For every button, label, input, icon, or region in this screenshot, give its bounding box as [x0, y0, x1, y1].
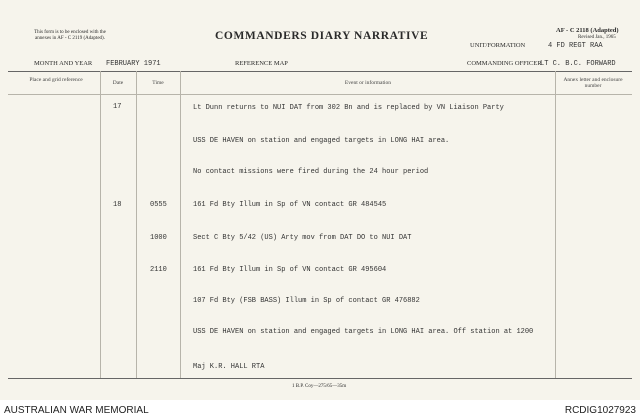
form-title: COMMANDERS DIARY NARRATIVE: [215, 30, 429, 42]
footer-record-id: RCDIG1027923: [564, 405, 636, 416]
archive-footer: [0, 400, 640, 419]
column-header-date: Date: [112, 80, 124, 86]
commanding-officer-label: COMMANDING OFFICER: [467, 60, 542, 67]
column-divider-date: [136, 71, 137, 378]
entry-text: Lt Dunn returns to NUI DAT from 302 Bn and is replaced by VN Liaison Party: [193, 104, 504, 112]
enclosure-notice: [34, 30, 106, 42]
unit-formation-label: UNIT/FORMATION: [470, 42, 526, 49]
month-year-value: FEBRUARY 1971: [106, 60, 161, 68]
entry-text: 161 Fd Bty Illum in Sp of VN contact GR 484545: [193, 201, 387, 209]
entry-time: 0555: [150, 201, 167, 209]
entry-text: Sect C Bty 5/42 (US) Arty mov from DAT DO to NUI DAT: [193, 234, 412, 242]
entry-text: No contact missions were fired during the 24 hour period: [193, 168, 429, 176]
unit-formation-value: 4 FD REGT RAA: [548, 42, 603, 50]
enclosure-notice-line-1: This form is to be enclosed with the: [34, 30, 106, 35]
column-divider-event: [555, 71, 556, 378]
entry-time: 1000: [150, 234, 167, 242]
printer-note: 1 B.P. Coy—275/65—35m: [292, 384, 347, 389]
entry-text: Maj K.R. HALL RTA: [193, 363, 265, 371]
form-number: AF - C 2118 (Adapted): [556, 27, 619, 34]
column-divider-time: [180, 71, 181, 378]
enclosure-notice-line-2: annexes in AF - C 2119 (Adapted).: [35, 36, 105, 41]
entry-date: 17: [113, 103, 122, 111]
revised-date: Revised Jan., 1965: [578, 35, 616, 40]
table-header-border: [8, 94, 632, 95]
entry-text: 161 Fd Bty Illum in Sp of VN contact GR 495604: [193, 266, 387, 274]
column-divider-place: [100, 71, 101, 378]
commanding-officer-value: LT C. B.C. FORWARD: [540, 60, 616, 68]
column-header-place: Place and grid reference: [29, 77, 83, 83]
entry-text: 107 Fd Bty (FSB BASS) Illum in Sp of contact GR 476882: [193, 297, 420, 305]
entry-text: USS DE HAVEN on station and engaged targets in LONG HAI area.: [193, 137, 450, 145]
table-top-border: [8, 71, 632, 72]
column-header-time: Time: [152, 80, 164, 86]
month-year-label: MONTH AND YEAR: [34, 60, 93, 67]
entry-time: 2110: [150, 266, 167, 274]
entry-date: 18: [113, 201, 122, 209]
table-bottom-border: [8, 378, 632, 379]
reference-map-label: REFERENCE MAP: [235, 60, 288, 67]
footer-institution: AUSTRALIAN WAR MEMORIAL: [4, 405, 149, 416]
column-header-annex: Annex letter and enclosure number: [563, 77, 623, 89]
column-header-event: Event or information: [344, 80, 392, 86]
entry-text: USS DE HAVEN on station and engaged targets in LONG HAI area. Off station at 1200: [193, 328, 534, 336]
